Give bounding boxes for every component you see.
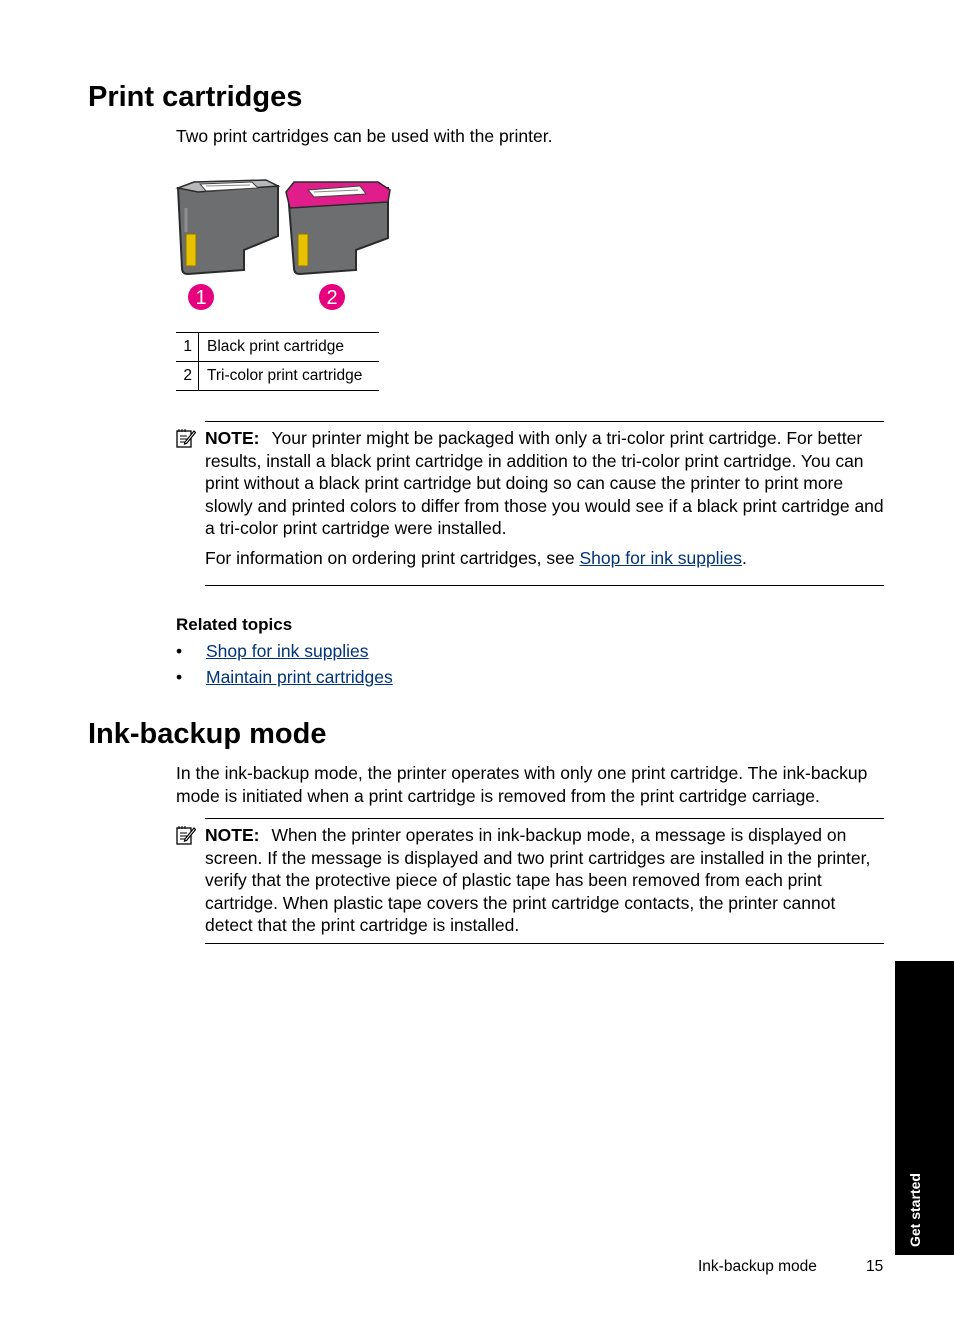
note-bottom-rule [205,585,884,586]
footer-section-name: Ink-backup mode [698,1258,817,1275]
black-cartridge-image [178,180,278,274]
note-cartridge-text [205,427,885,540]
note2-top-rule [205,818,884,819]
note-body: Your printer might be packaged with only a tri-color print cartridge. For better results, install a black print cartridge in addition to the tri-color print cartridge. You can print without a black print cartridge but doing so can cause the printer to print more slowly and printed colors to differ from those you would see if a black print cartridge and a tri-color print cartridge were installed. [205,428,884,538]
legend-label: Black print cartridge [199,333,380,362]
note2-bottom-rule [205,943,884,944]
note-icon [176,428,196,448]
chapter-side-tab [895,961,954,1255]
related-topics-list [176,638,576,690]
callout-2-label: 2 [326,287,338,309]
legend-label: Tri-color print cartridge [199,362,380,391]
note-label: NOTE: [205,825,260,845]
intro-print-cartridges: Two print cartridges can be used with the printer. [176,126,553,146]
table-row [176,362,379,391]
note-top-rule [205,421,884,422]
table-row [176,333,379,362]
callout-1-label: 1 [195,287,207,309]
related-link-maintain-print-cartridges[interactable]: Maintain print cartridges [206,667,393,687]
note-label: NOTE: [205,428,260,448]
list-item [176,638,576,664]
page-title-ink-backup-mode: Ink-backup mode [88,718,327,750]
cartridge-illustration [174,178,396,318]
ordering-suffix: . [741,548,747,568]
tricolor-cartridge-image [286,182,390,274]
note-ink-backup-text [205,824,885,937]
intro-ink-backup-mode: In the ink-backup mode, the printer operates with only one print cartridge. The ink-backup mode is initiated when a print cartridge is removed from the print cartridge carriage. [176,763,868,806]
note-body: When the printer operates in ink-backup mode, a message is displayed on screen. If the message is displayed and two print cartridges are installed in the printer, verify that the protective piece of plastic tape has been removed from each print cartridge. When plastic tape covers the print cartridge contacts, the printer cannot detect that the print cartridge is installed. [205,825,871,935]
related-topics-heading: Related topics [176,615,293,634]
cartridge-legend-table [176,332,379,391]
note-ordering-paragraph [205,547,885,570]
legend-number: 2 [176,362,199,391]
bullet: • [176,667,183,687]
ordering-prefix: For information on ordering print cartridges, see [205,548,580,568]
related-link-shop-ink-supplies[interactable]: Shop for ink supplies [206,641,369,661]
legend-number: 1 [176,333,199,362]
page-title-print-cartridges: Print cartridges [88,81,303,113]
bullet: • [176,641,183,661]
cartridge-figure [174,178,396,318]
note-icon [176,825,196,845]
footer-page-number: 15 [866,1258,884,1275]
shop-ink-supplies-link[interactable]: Shop for ink supplies [579,548,742,568]
side-tab-label: Get started [907,1173,923,1247]
list-item [176,664,576,690]
